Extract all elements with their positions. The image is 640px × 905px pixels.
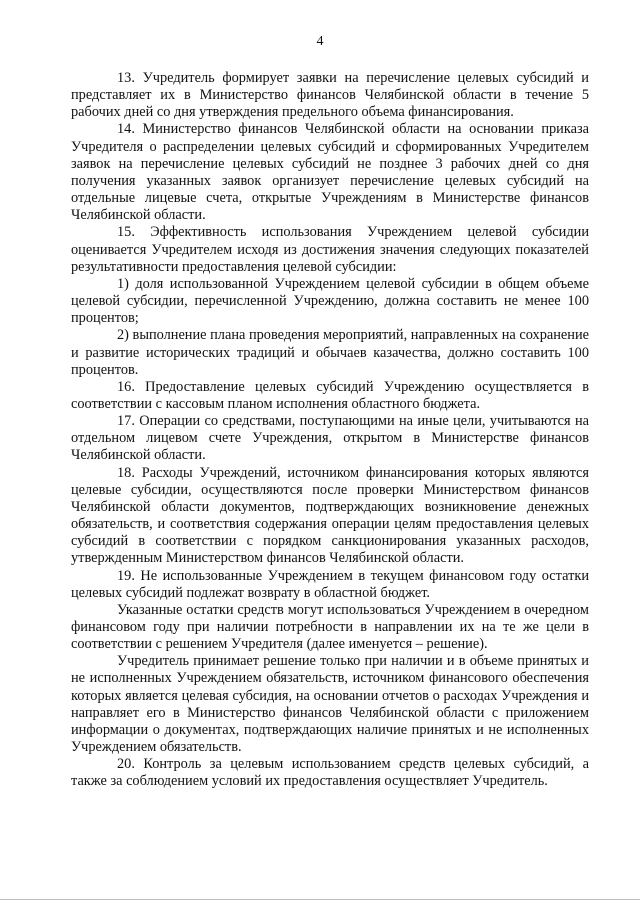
document-body <box>71 70 589 791</box>
paragraph-19-decision: Учредитель принимает решение только при наличии и в объеме принятых и не исполненных Учреждением обязательств, источником финансового обеспечения которых является целевая субсидия, на основании отчетов о расходах Учреждения и направляет его в Министерство финансов Челябинской области с приложением информации о документах, подтверждающих наличие принятых и не исполненных Учреждением обязательств. <box>71 653 589 756</box>
paragraph-17: 17. Операции со средствами, поступающими на иные цели, учитываются на отдельном лицевом счете Учреждения, открытом в Министерстве финансов Челябинской области. <box>71 413 589 464</box>
paragraph-15-item-2: 2) выполнение плана проведения мероприятий, направленных на сохранение и развитие исторических традиций и обычаев казачества, должно составить 100 процентов. <box>71 327 589 378</box>
paragraph-13: 13. Учредитель формирует заявки на перечисление целевых субсидий и представляет их в Министерство финансов Челябинской области в течение 5 рабочих дней со дня утверждения предельного объема финансирования. <box>71 70 589 121</box>
page-number: 4 <box>316 34 324 49</box>
paragraph-16: 16. Предоставление целевых субсидий Учреждению осуществляется в соответствии с кассовым планом исполнения областного бюджета. <box>71 378 589 412</box>
scan-bottom-edge <box>0 899 640 900</box>
paragraph-14: 14. Министерство финансов Челябинской области на основании приказа Учредителя о распределении целевых субсидий и сформированных Учредителем заявок на перечисление целевых субсидий не позднее 3 рабочих дней со дня получения указанных заявок организует перечисление целевых субсидий на отдельные лицевые счета, открытые Учреждениям в Министерстве финансов Челябинской области. <box>71 121 589 224</box>
paragraph-15: 15. Эффективность использования Учреждением целевой субсидии оценивается Учредителем исходя из достижения значения следующих показателей результативности предоставления целевой субсидии: <box>71 224 589 275</box>
paragraph-20: 20. Контроль за целевым использованием средств целевых субсидий, а также за соблюдением условий их предоставления осуществляет Учредитель. <box>71 756 589 790</box>
paragraph-18: 18. Расходы Учреждений, источником финансирования которых являются целевые субсидии, осуществляются после проверки Министерством финансов Челябинской области документов, подтверждающих возникновение денежных обязательств, и соответствия содержания операции целям предоставления целевых субсидий в соответствии с порядком санкционирования указанных расходов, утвержденным Министерством финансов Челябинской области. <box>71 464 589 567</box>
paragraph-15-item-1: 1) доля использованной Учреждением целевой субсидии в общем объеме целевой субсидии, перечисленной Учреждению, должна составить не менее 100 процентов; <box>71 275 589 327</box>
paragraph-19: 19. Не использованные Учреждением в текущем финансовом году остатки целевых субсидий подлежат возврату в областной бюджет. <box>71 567 589 601</box>
paragraph-19-remainders: Указанные остатки средств могут использоваться Учреждением в очередном финансовом году при наличии потребности в направлении их на те же цели в соответствии с решением Учредителя (далее именуется – решение). <box>71 601 589 653</box>
